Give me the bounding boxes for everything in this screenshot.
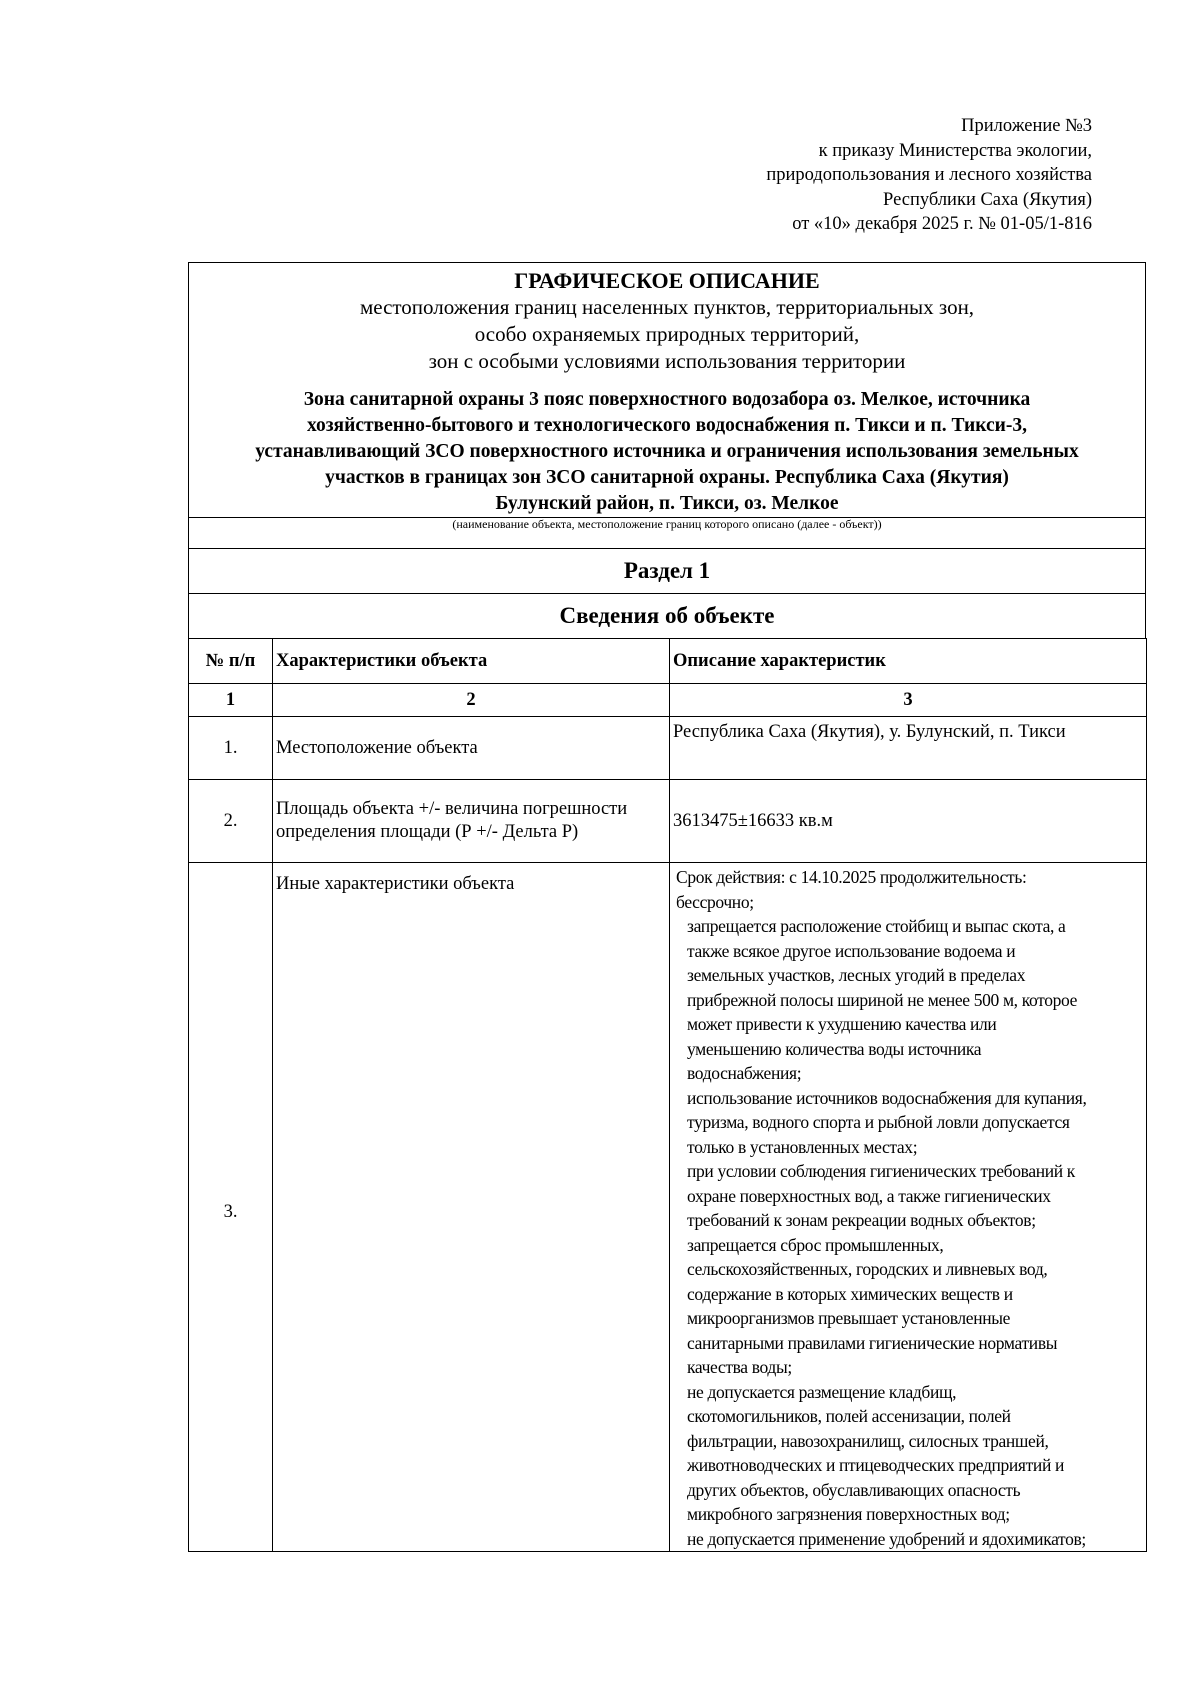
document-header	[188, 262, 1146, 517]
appendix-line: Республики Саха (Якутия)	[883, 189, 1092, 210]
characteristic-line: при условии соблюдения гигиенических требований к	[687, 1161, 1075, 1181]
column-number-row	[189, 684, 1147, 717]
table-row	[189, 717, 1147, 780]
column-number: 3	[670, 684, 1147, 717]
row-description: 3613475±16633 кв.м	[670, 780, 1147, 863]
characteristic-line: скотомогильников, полей ассенизации, полей	[687, 1406, 1011, 1426]
object-name-line: устанавливающий ЗСО поверхностного источника и ограничения использования земельных	[255, 441, 1079, 462]
characteristics-table	[188, 638, 1147, 1552]
description-frame	[188, 262, 1146, 1552]
table-row	[189, 863, 1147, 1552]
characteristic-line: прибрежной полосы шириной не менее 500 м, которое	[687, 989, 1078, 1010]
characteristic-line: микроорганизмов превышает установленные	[687, 1308, 1011, 1328]
appendix-line: Приложение №3	[961, 116, 1092, 136]
characteristic-line: требований к зонам рекреации водных объектов;	[687, 1210, 1036, 1230]
column-header: Описание характеристик	[670, 639, 1147, 684]
object-name-line: Зона санитарной охраны 3 пояс поверхностного водозабора оз. Мелкое, источника	[303, 389, 1031, 410]
characteristic-line: не допускается применение удобрений и ядохимикатов;	[687, 1528, 1086, 1549]
characteristic-line: также всякое другое использование водоема и	[687, 940, 1016, 961]
object-name-line: хозяйственно-бытового и технологического водоснабжения п. Тикси и п. Тикси-3,	[306, 415, 1028, 436]
appendix-line: от «10» декабря 2025 г. № 01-05/1-816	[792, 214, 1092, 234]
characteristic-line: Срок действия: с 14.10.2025 продолжительность:	[676, 867, 1027, 887]
object-name-line: участков в границах зон ЗСО санитарной охраны. Республика Саха (Якутия)	[325, 467, 1009, 488]
characteristic-line: земельных участков, лесных угодий в пределах	[687, 965, 1026, 985]
row-number: 1.	[189, 717, 273, 780]
column-header: № п/п	[189, 639, 273, 684]
row-characteristic: Площадь объекта +/- величина погрешности определения площади (Р +/- Дельта Р)	[273, 780, 670, 863]
row-number: 3.	[189, 863, 273, 1552]
object-name	[189, 387, 1145, 517]
document-title: ГРАФИЧЕСКОЕ ОПИСАНИЕ	[514, 268, 820, 293]
document-subtitle: местоположения границ населенных пунктов, территориальных зон,	[359, 295, 975, 319]
column-number: 2	[273, 684, 670, 717]
characteristic-line: водоснабжения;	[687, 1063, 802, 1083]
appendix-line: природопользования и лесного хозяйства	[766, 165, 1092, 185]
characteristic-line: не допускается размещение кладбищ,	[687, 1381, 957, 1402]
row-characteristic: Иные характеристики объекта	[273, 863, 670, 1552]
characteristic-line: содержание в которых химических веществ и	[687, 1283, 1013, 1304]
appendix-line: к приказу Министерства экологии,	[818, 140, 1092, 161]
characteristic-line: санитарными правилами гигиенические нормативы	[687, 1332, 1058, 1353]
section-subtitle: Сведения об объекте	[188, 593, 1146, 638]
characteristic-line: животноводческих и птицеводческих предприятий и	[687, 1455, 1065, 1475]
characteristic-line: использование источников водоснабжения для купания,	[687, 1087, 1087, 1108]
section-title: Раздел 1	[188, 548, 1146, 593]
characteristic-line: охране поверхностных вод, а также гигиенических	[687, 1185, 1051, 1206]
characteristic-line: может привести к ухудшению качества или	[687, 1014, 997, 1034]
row-characteristic: Местоположение объекта	[273, 717, 670, 780]
appendix-block	[572, 114, 1092, 237]
characteristic-line: качества воды;	[687, 1357, 792, 1377]
characteristic-line: микробного загрязнения поверхностных вод;	[687, 1504, 1010, 1524]
characteristic-line: сельскохозяйственных, городских и ливневых вод,	[687, 1259, 1048, 1279]
characteristic-line: других объектов, обуславливающих опасность	[687, 1479, 1021, 1500]
object-caption: (наименование объекта, местоположение границ которого описано (далее - объект))	[188, 517, 1146, 548]
characteristic-line: туризма, водного спорта и рыбной ловли допускается	[687, 1112, 1070, 1132]
table-row	[189, 780, 1147, 863]
characteristic-line: уменьшению количества воды источника	[687, 1038, 982, 1059]
characteristic-line: бессрочно;	[676, 891, 754, 912]
table-header-row	[189, 639, 1147, 684]
other-characteristics-text	[670, 863, 1146, 1551]
row-description	[670, 863, 1147, 1552]
column-number: 1	[189, 684, 273, 717]
row-number: 2.	[189, 780, 273, 863]
document-subtitle: особо охраняемых природных территорий,	[474, 322, 860, 346]
document-subtitle: зон с особыми условиями использования территории	[428, 349, 906, 373]
characteristic-line: только в установленных местах;	[687, 1136, 918, 1157]
row-description: Республика Саха (Якутия), у. Булунский, п. Тикси	[670, 717, 1147, 780]
column-header: Характеристики объекта	[273, 639, 670, 684]
characteristic-line: запрещается сброс промышленных,	[687, 1234, 944, 1255]
characteristic-line: фильтрации, навозохранилищ, силосных траншей,	[687, 1430, 1049, 1451]
object-name-line: Булунский район, п. Тикси, оз. Мелкое	[495, 493, 839, 514]
characteristic-line: запрещается расположение стойбищ и выпас скота, а	[687, 916, 1066, 936]
